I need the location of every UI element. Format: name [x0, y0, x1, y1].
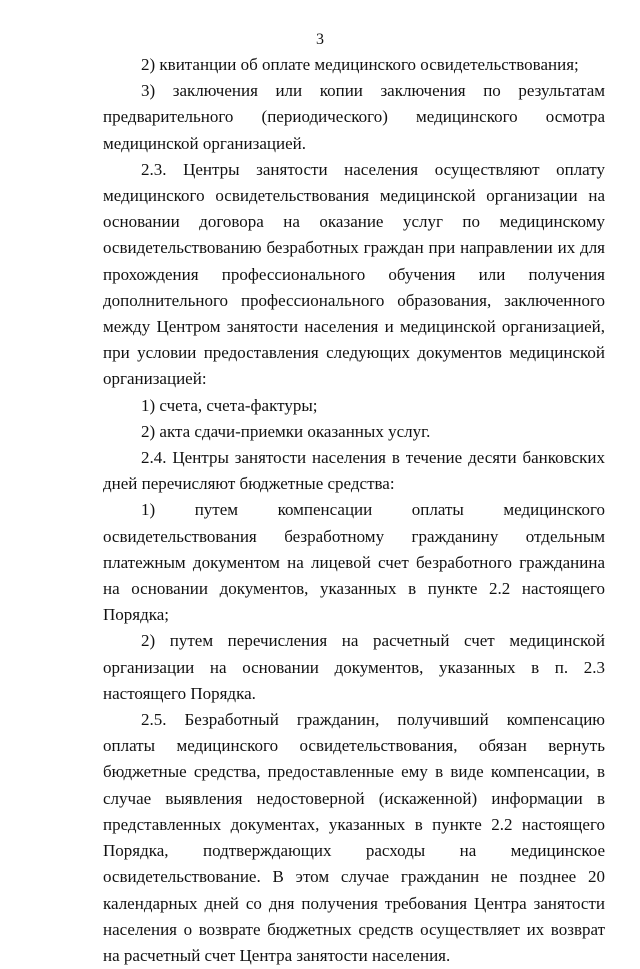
paragraph-item-1-compensation: 1) путем компенсации оплаты медицинского освидетельствования безработному гражданину отдельным платежным документом на лицевой счет безработного гражданина на основании документов, указанных в пункте 2.2 настоящего Порядка; [103, 500, 605, 625]
paragraph-2-5: 2.5. Безработный гражданин, получивший компенсацию оплаты медицинского освидетельствования, обязан вернуть бюджетные средства, предоставленные ему в виде компенсации, в случае выявления недостоверной (искаженной) информации в представленных документах, указанных в пункте 2.2 настоящего Порядка, подтверждающих расходы на медицинское освидетельствование. В этом случае гражданин не позднее 20 календарных дней со дня получения требования Центра занятости населения о возврате бюджетных средств осуществляет их возврат на расчетный счет Центра занятости населения. [103, 710, 605, 965]
document-body [103, 52, 605, 969]
page-number: 3 [316, 31, 324, 48]
paragraph-2-4: 2.4. Центры занятости населения в течение десяти банковских дней перечисляют бюджетные средства: [103, 448, 605, 494]
paragraph-item-1-invoices: 1) счета, счета-фактуры; [141, 395, 318, 415]
paragraph-item-2-act: 2) акта сдачи-приемки оказанных услуг. [141, 421, 431, 441]
paragraph-item-3-conclusions: 3) заключения или копии заключения по результатам предварительного (периодического) медицинского осмотра медицинской организацией. [103, 81, 605, 153]
paragraph-item-2-transfer: 2) путем перечисления на расчетный счет медицинской организации на основании документов, указанных в п. 2.3 настоящего Порядка. [103, 631, 605, 703]
paragraph-item-2-receipts: 2) квитанции об оплате медицинского освидетельствования; [141, 55, 579, 74]
paragraph-2-3: 2.3. Центры занятости населения осуществляют оплату медицинского освидетельствования медицинской организации на основании договора на оказание услуг по медицинскому освидетельствованию безработных граждан при направлении их для прохождения профессионального обучения или получения дополнительного профессионального образования, заключенного между Центром занятости населения и медицинской организацией, при условии предоставления следующих документов медицинской организацией: [103, 159, 605, 389]
